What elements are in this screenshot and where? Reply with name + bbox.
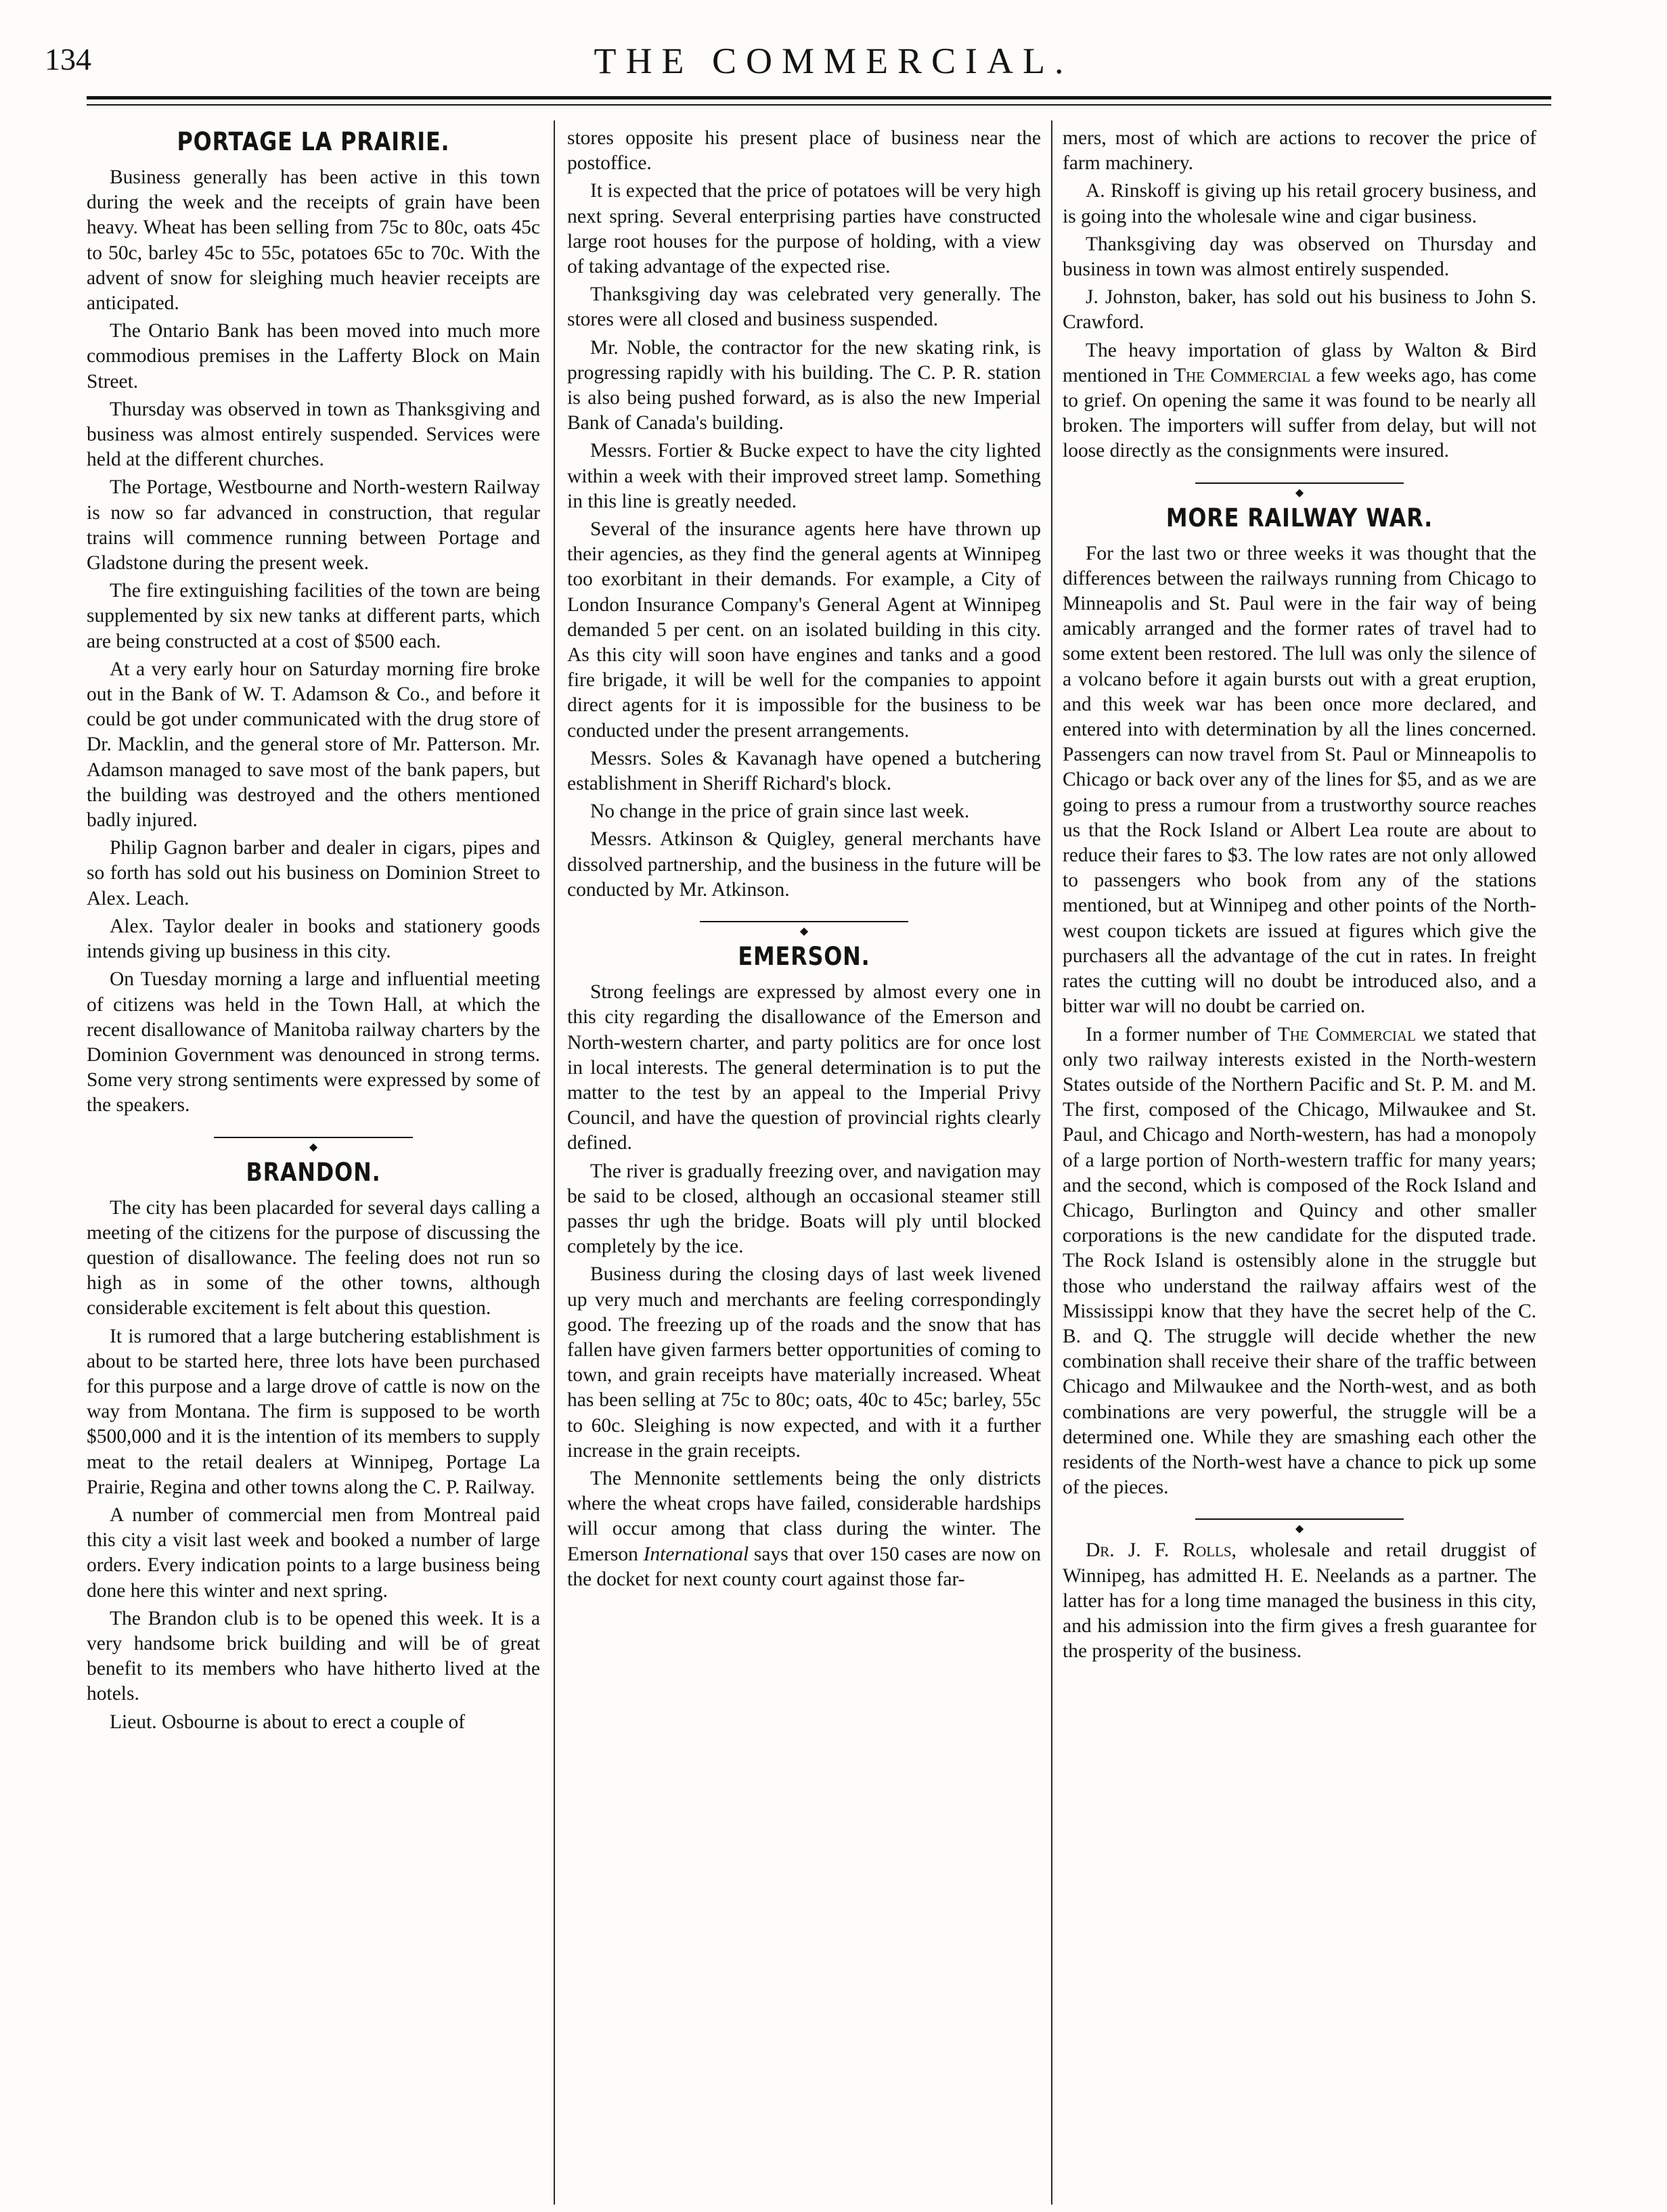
separator-diamond-icon: ◆	[1290, 488, 1309, 499]
paragraph: For the last two or three weeks it was thought that the differences between the railways running from Chicago to Minneapolis and St. Paul were in the fair way of being amicably arranged and the former rates of travel had to some extent been restored. The lull was only the silence of a volcano before it again bursts out with a great eruption, and this week war has been once more declared, and entered into with determination by all the lines concerned. Passengers can now travel from St. Paul or Minneapolis to Chicago or back over any of the lines for $5, and as we are going to press a rumour from a trustworthy source reaches us that the Rock Island or Albert Lea route are about to reduce their fares to $3. The low rates are not only allowed to passengers who book from any of the stations mentioned, but at Winnipeg and other points of the North-west coupon tickets are issued at figures which give the purchasers all the advantage of the cut in rates. In freight rates the cutting will no doubt be introduced also, and a bitter war will no doubt be carried on.	[1063, 542, 1536, 1018]
heading-portage-la-prairie: PORTAGE LA PRAIRIE.	[177, 127, 450, 156]
heading-more-railway-war: MORE RAILWAY WAR.	[1165, 503, 1433, 533]
heading-emerson: EMERSON.	[738, 942, 870, 972]
paragraph: A. Rinskoff is giving up his retail grocery business, and is going into the wholesale wine and cigar business.	[1063, 180, 1536, 227]
paragraph: stores opposite his present place of business near the postoffice.	[567, 127, 1041, 175]
paragraph: At a very early hour on Saturday morning fire broke out in the Bank of W. T. Adamson & Co., and before it could be got under communicated with the drug store of Dr. Macklin, and the general store of Mr. Patterson. Mr. Adamson managed to save most of the bank papers, but the building was destroyed and the others mentioned badly injured.	[87, 658, 540, 832]
paragraph: Messrs. Soles & Kavanagh have opened a butchering establishment in Sheriff Richard's block.	[567, 747, 1041, 795]
paragraph: Thursday was observed in town as Thanksgiving and business was almost entirely suspended. Services were held at the different churches.	[87, 398, 540, 471]
paragraph: Strong feelings are expressed by almost every one in this city regarding the disallowance of the Emerson and North-western charter, and party politics are for once lost in local interests. The general determination is to put the matter to the test by an appeal to the Imperial Privy Council, and have the question of provincial rights clearly defined.	[567, 981, 1041, 1154]
person-name: Dr. J. F. Rolls	[1086, 1539, 1232, 1562]
publication-name: The Commercial	[1173, 364, 1311, 386]
column-3	[1063, 126, 1536, 2203]
paragraph: J. Johnston, baker, has sold out his business to John S. Crawford.	[1063, 286, 1536, 334]
paragraph: Alex. Taylor dealer in books and stationery goods intends giving up business in this city.	[87, 915, 540, 963]
paragraph: The Ontario Bank has been moved into much more commodious premises in the Lafferty Block on Main Street.	[87, 320, 540, 392]
column-1	[87, 126, 540, 2203]
paragraph: It is expected that the price of potatoes will be very high next spring. Several enterprising parties have constructed large root houses for the purpose of holding, with a view of taking advantage of the expected rise.	[567, 180, 1041, 278]
separator-diamond-icon: ◆	[795, 926, 814, 937]
column-2	[567, 126, 1041, 2203]
paragraph: Thanksgiving day was celebrated very generally. The stores were all closed and business suspended.	[567, 284, 1041, 331]
column-divider-1	[554, 120, 555, 2205]
text-run: The Mennonite settlements being the only districts where the wheat crops have failed, considerable hardships will occur among that class during the winter. The Emerson	[567, 1467, 1041, 1565]
paragraph: The city has been placarded for several days calling a meeting of the citizens for the purpose of discussing the question of disallowance. The feeling does not run so high as in some of the other towns, although considerable excitement is felt about this question.	[87, 1196, 540, 1319]
text-run: says that over 150 cases are now on the docket for next county court against those far-	[567, 1543, 1041, 1590]
section-separator	[1063, 1514, 1536, 1535]
separator-diamond-icon: ◆	[1290, 1524, 1309, 1535]
publication-name: The Commercial	[1277, 1023, 1416, 1045]
paragraph: No change in the price of grain since last week.	[590, 800, 970, 823]
paragraph: On Tuesday morning a large and influential meeting of citizens was held in the Town Hall, at which the recent disallowance of Manitoba railway charters by the Dominion Government was denounced in strong terms. Some very strong sentiments were expressed by some of the speakers.	[87, 968, 540, 1116]
paragraph: The river is gradually freezing over, and navigation may be said to be closed, although an occasional steamer still passes thr ugh the bridge. Boats will ply until blocked completely by the ice.	[567, 1160, 1041, 1258]
masthead-title: THE COMMERCIAL.	[594, 41, 1073, 81]
page-number: 134	[45, 42, 91, 76]
paragraph: The Portage, Westbourne and North-western Railway is now so far advanced in construction, that regular trains will commence running between Portage and Gladstone during the present week.	[87, 476, 540, 574]
heading-brandon: BRANDON.	[246, 1157, 381, 1187]
paragraph	[1063, 338, 1536, 464]
section-separator	[1063, 478, 1536, 499]
text-run: a few weeks ago, has come to grief. On opening the same it was found to be nearly all broken. The importers will suffer from delay, but will not loose directly as the consignments were insured.	[1063, 364, 1536, 462]
paragraph: Messrs. Atkinson & Quigley, general merchants have dissolved partnership, and the business in the future will be conducted by Mr. Atkinson.	[567, 828, 1041, 901]
section-separator	[87, 1132, 540, 1153]
header-rule-thin	[87, 104, 1551, 106]
header-rule-thick	[87, 96, 1551, 99]
paragraph	[1063, 1022, 1536, 1501]
paragraph: Several of the insurance agents here have thrown up their agencies, as they find the general agents at Winnipeg too exorbitant in their demands. For example, a City of London Insurance Company's General Agent at Winnipeg demanded 5 per cent. on an isolated building in this city. As this city will soon have engines and tanks and a good fire brigade, it will be well for the companies to appoint direct agents for it is impossible for the business to be conducted under the present arrangements.	[567, 518, 1041, 742]
paragraph: It is rumored that a large butchering establishment is about to be started here, three lots have been purchased for this purpose and a large drove of cattle is now on the way from Montana. The firm is supposed to be worth $500,000 and it is the intention of its members to supply meat to the retail dealers at Winnipeg, Portage La Prairie, Regina and other towns along the C. P. Railway.	[87, 1325, 540, 1498]
text-run: we stated that only two railway interests existed in the North-western States outside of the Northern Pacific and St. P. M. and M. The first, composed of the Chicago, Milwaukee and St. Paul, and Chicago and North-western, has had a monopoly of a large portion of North-western traffic for many years; and the second, which is composed of the Rock Island and Chicago, Burlington and Quincy and other smaller corporations is the new candidate for the disputed trade. The Rock Island is ostensibly alone in the struggle but those who understand the railway affairs west of the Mississippi know that they have the secret help of the C. B. and Q. The struggle will decide whether the new combination shall receive their share of the traffic between Chicago and Milwaukee and the North-west, and as both combinations are very powerful, the struggle will be a determined one. While they are smashing each other the residents of the North-west have a chance to pick up some of the pieces.	[1063, 1023, 1536, 1499]
section-separator	[567, 916, 1041, 938]
paragraph: A number of commercial men from Montreal paid this city a visit last week and booked a number of large orders. Every indication points to a large business being done here this winter and next spring.	[87, 1504, 540, 1602]
paragraph: Business during the closing days of last week livened up very much and merchants are feeling correspondingly good. The freezing up of the roads and the snow that has fallen have given farmers better opportunities of coming to town, and grain receipts have materially increased. Wheat has been selling at 75c to 80c; oats, 40c to 45c; barley, 55c to 60c. Sleighing is now expected, and with it a further increase in the grain receipts.	[567, 1263, 1041, 1462]
separator-diamond-icon: ◆	[304, 1142, 323, 1153]
paragraph: Mr. Noble, the contractor for the new skating rink, is progressing rapidly with his building. The C. P. R. station is also being pushed forward, as is also the new Imperial Bank of Canada's building.	[567, 336, 1041, 434]
paragraph: Lieut. Osbourne is about to erect a couple of	[110, 1711, 466, 1733]
paragraph	[567, 1466, 1041, 1592]
publication-name: International	[643, 1543, 749, 1565]
paragraph: Business generally has been active in this town during the week and the receipts of grain have been heavy. Wheat has been selling from 75c to 80c, oats 45c to 50c, barley 45c to 55c, potatoes 65c to 70c. With the advent of snow for sleighing much heavier receipts are anticipated.	[87, 166, 540, 315]
text-run: , wholesale and retail druggist of Winnipeg, has admitted H. E. Neelands as a partner. The latter has for a long time managed the business in this city, and his admission into the firm gives a fresh guarantee for the prosperity of the business.	[1063, 1539, 1536, 1663]
paragraph: The fire extinguishing facilities of the town are being supplemented by six new tanks at different parts, which are being constructed at a cost of $500 each.	[87, 580, 540, 652]
paragraph: Messrs. Fortier & Bucke expect to have the city lighted within a week with their improved street lamp. Something in this line is greatly needed.	[567, 440, 1041, 512]
paragraph: The Brandon club is to be opened this week. It is a very handsome brick building and will be of great benefit to its members who have hitherto lived at the hotels.	[87, 1607, 540, 1705]
text-run: The heavy importation of glass by Walton & Bird mentioned in	[1063, 339, 1536, 386]
paragraph: mers, most of which are actions to recover the price of farm machinery.	[1063, 127, 1536, 175]
paragraph: Philip Gagnon barber and dealer in cigars, pipes and so forth has sold out his business on Dominion Street to Alex. Leach.	[87, 837, 540, 909]
column-divider-2	[1051, 120, 1052, 2205]
paragraph	[1063, 1538, 1536, 1664]
text-run: In a former number of	[1086, 1023, 1278, 1045]
paragraph: Thanksgiving day was observed on Thursday and business in town was almost entirely suspended.	[1063, 233, 1536, 281]
